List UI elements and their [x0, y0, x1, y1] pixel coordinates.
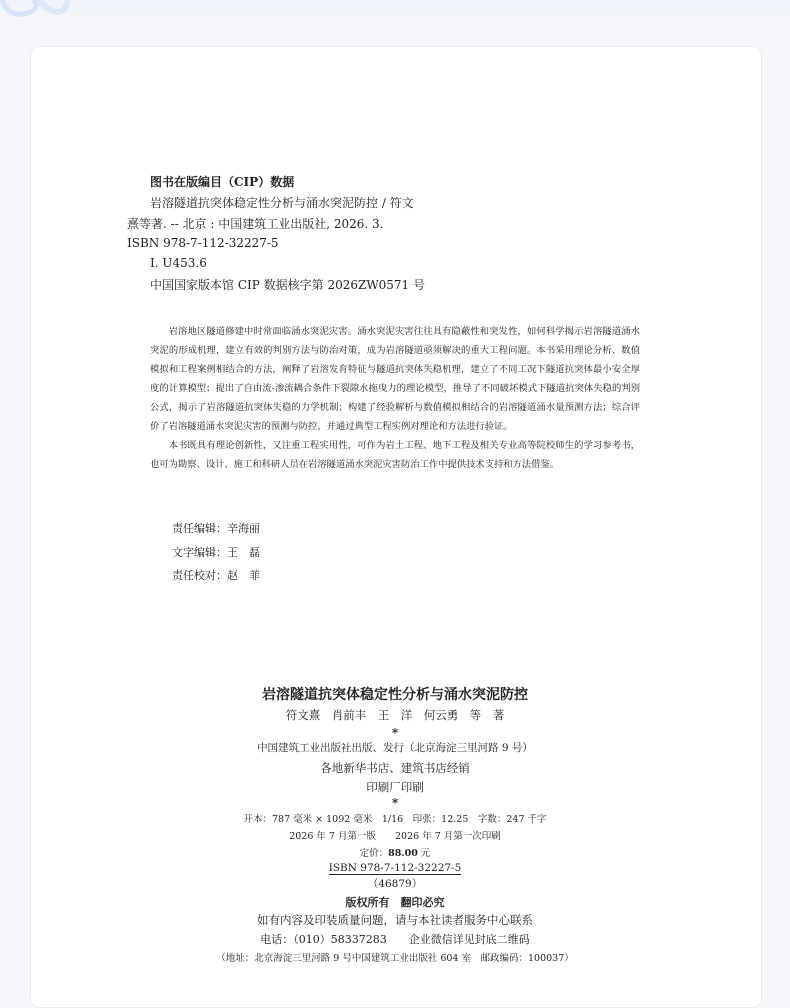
separator-star: * — [391, 726, 399, 740]
printing-line: 印刷厂印刷 — [366, 780, 424, 794]
text-editor: 文字编辑：王 磊 — [172, 546, 260, 559]
copyright-notice: 版权所有 翻印必究 — [345, 896, 445, 909]
format-spec: 开本：787 毫米 × 1092 毫米 1/16 印张：12.25 字数：247 千字 — [243, 814, 547, 825]
book-authors: 符文熹 肖前丰 王 洋 何云勇 等 著 — [285, 708, 505, 722]
quality-contact-notice: 如有内容及印装质量问题，请与本社读者服务中心联系 — [257, 913, 533, 927]
abstract-paragraph: 本书既具有理论创新性，又注重工程实用性，可作为岩土工程、地下工程及相关专业高等院校师生的学习参考书，也可为勘察、设计、施工和科研人员在岩溶隧道涌水突泥灾害防治工作中提供技术支持和方法借鉴。 — [150, 440, 640, 470]
price-unit: 元 — [417, 848, 431, 859]
contact-phone: 电话：（010）58337283 企业微信详见封底二维码 — [260, 933, 530, 946]
cip-record-number: 中国国家版本馆 CIP 数据核字第 2026ZW0571 号 — [150, 278, 426, 292]
price-label: 定价： — [359, 848, 389, 859]
cip-publisher-line: 熹等著. -- 北京 : 中国建筑工业出版社, 2026. 3. — [127, 217, 384, 231]
abstract-paragraph: 岩溶地区隧道修建中时常面临涌水突泥灾害。涌水突泥灾害往往具有隐蔽性和突发性，如何科学揭示岩溶隧道涌水突泥的形成机理，建立有效的判别方法与防治对策，成为岩溶隧道亟须解决的重大工程问题。本书采用理论分析、数值模拟和工程案例相结合的方法，阐释了岩溶发育特征与隧道抗突体失稳机理，建立了不同工况下隧道抗突体最小安全厚度的计算模型；提出了自由流-渗流耦合条件下裂隙水拖曳力的理论模型，推导了不同破坏模式下隧道抗突体失稳的判别公式，揭示了岩溶隧道抗突体失稳的力学机制；构建了经验解析与数值模拟相结合的岩溶隧道涌水量预测方法；综合评价了岩溶隧道涌水突泥灾害的预测与防控，并通过典型工程实例对理论和方法进行验证。 — [150, 326, 640, 432]
book-title: 岩溶隧道抗突体稳定性分析与涌水突泥防控 — [262, 687, 528, 703]
colophon-isbn-line — [145, 862, 645, 874]
publisher-line: 中国建筑工业出版社出版、发行（北京海淀三里河路 9 号） — [257, 742, 533, 754]
decorative-logo-fragment-icon — [0, 0, 70, 22]
proofreader: 责任校对：赵 菲 — [172, 569, 260, 582]
price-line — [145, 845, 645, 859]
cip-classification: Ⅰ. U453.6 — [150, 256, 207, 270]
edition-info: 2026 年 7 月第一版 2026 年 7 月第一次印刷 — [289, 831, 501, 842]
distribution-line: 各地新华书店、建筑书店经销 — [320, 761, 470, 775]
top-band — [0, 0, 790, 18]
separator-star: * — [391, 796, 399, 810]
book-abstract — [150, 322, 640, 474]
cip-heading: 图书在版编目（CIP）数据 — [150, 175, 295, 189]
book-code: （46879） — [367, 878, 423, 890]
cip-title-line: 岩溶隧道抗突体稳定性分析与涌水突泥防控 / 符文 — [150, 196, 414, 210]
publisher-address: （地址：北京海淀三里河路 9 号中国建筑工业出版社 604 室 邮政编码：100037） — [216, 953, 574, 964]
colophon-isbn: ISBN 978-7-112-32227-5 — [328, 862, 462, 874]
cip-isbn: ISBN 978-7-112-32227-5 — [127, 236, 279, 250]
price-value: 88.00 — [388, 848, 418, 859]
responsible-editor: 责任编辑：辛海丽 — [172, 522, 260, 535]
